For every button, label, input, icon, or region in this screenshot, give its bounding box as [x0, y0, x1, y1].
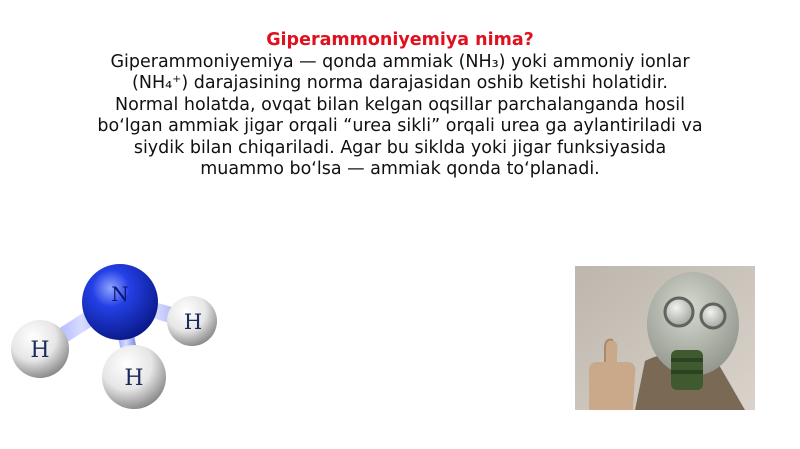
definition-paragraph: Giperammoniyemiya — qonda ammiak (NH₃) yoki ammoniy ionlar (NH₄⁺) darajasining norma darajasidan oshib ketishi holatidir.: [110, 51, 690, 93]
nitrogen-label: N: [111, 282, 129, 306]
hydrogen-label-left: H: [30, 338, 50, 363]
gas-mask-photo: [575, 266, 755, 410]
slide-title: Giperammoniyemiya nima?: [266, 30, 534, 50]
text-block: [90, 30, 710, 181]
hydrogen-label-bottom: H: [124, 366, 144, 391]
hydrogen-label-right: H: [183, 310, 203, 334]
explanation-paragraph: Normal holatda, ovqat bilan kelgan oqsillar parchalanganda hosil boʻlgan ammiak jigar orqali “urea sikli” orqali urea ga aylantiriladi va siydik bilan chiqariladi. Agar bu siklda yoki jigar funksiyasida muammo boʻlsa — ammiak qonda toʻplanadi.: [97, 94, 703, 179]
ammonia-molecule-illustration: [0, 255, 240, 425]
